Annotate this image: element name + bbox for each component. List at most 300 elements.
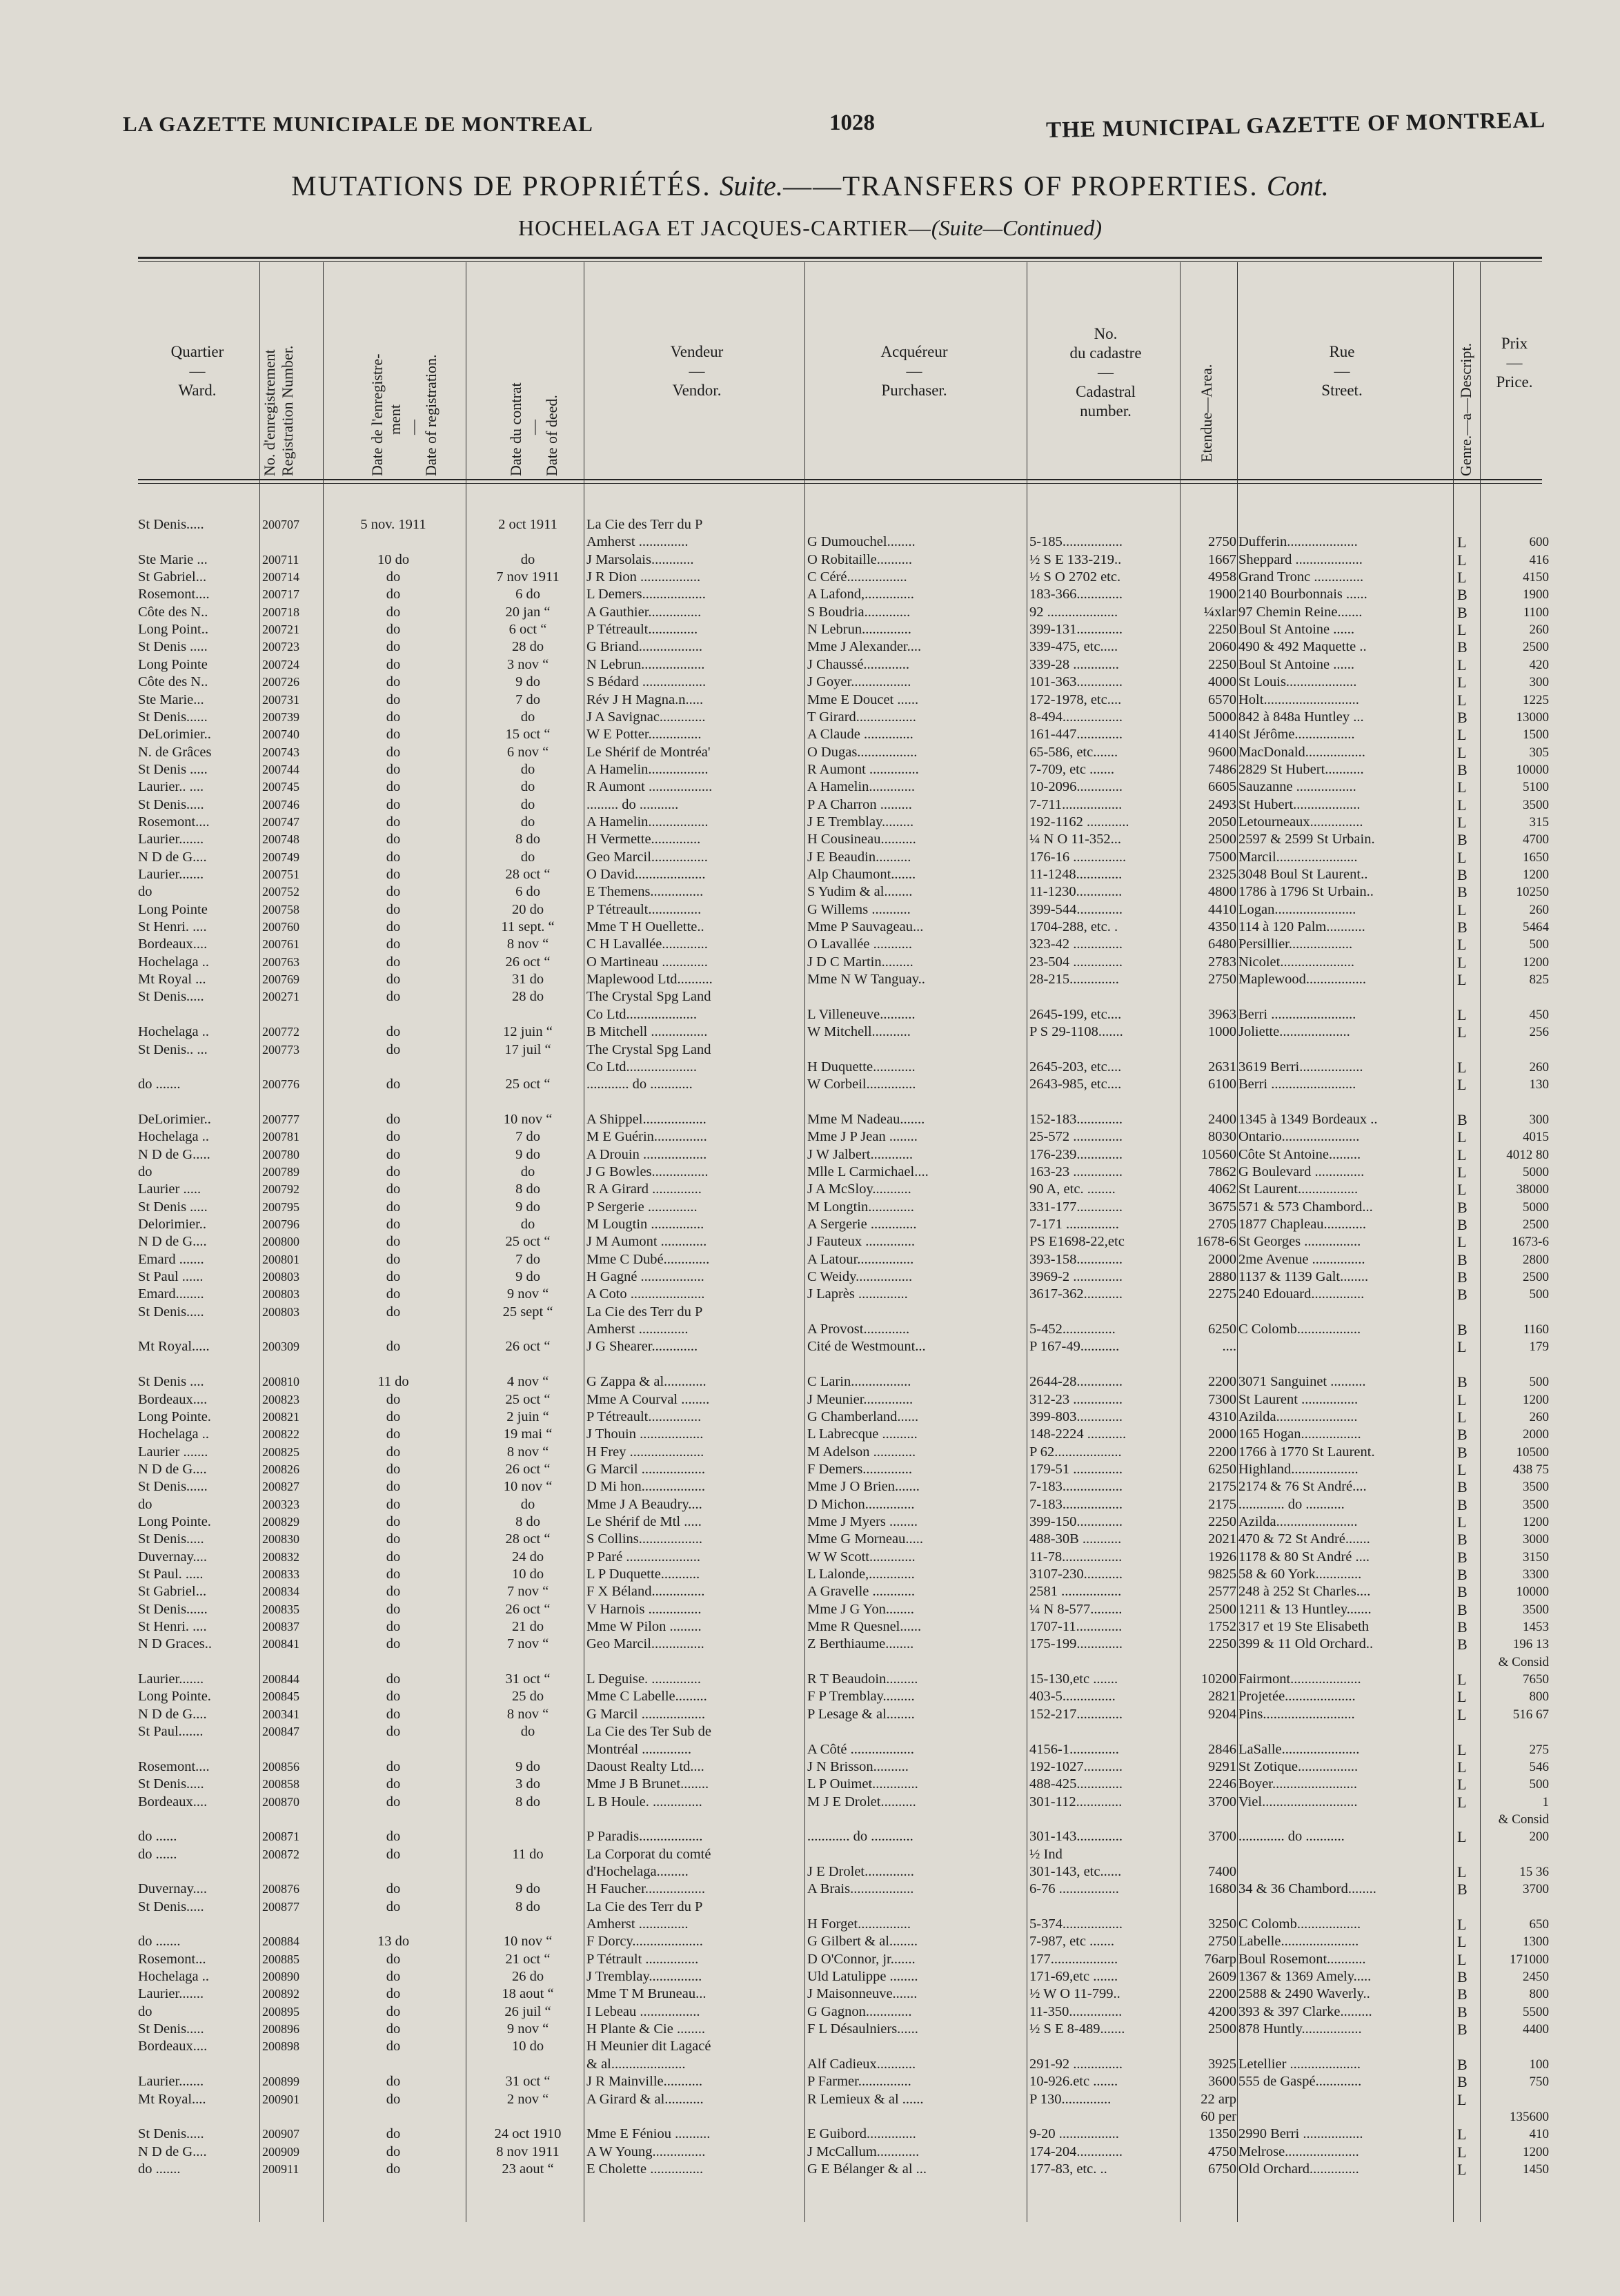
ward-cell: do ....... <box>138 1077 181 1092</box>
description-cell: L <box>1457 778 1467 796</box>
col-dreg-en: Date of registration. <box>422 354 439 476</box>
price-cell: 1200 <box>1523 954 1549 970</box>
deed-date-cell: 4 nov “ <box>506 1374 549 1390</box>
vendor-cell: E Themens............... <box>586 884 704 900</box>
table-row <box>0 1181 1620 1198</box>
description-cell: L <box>1457 1181 1467 1199</box>
street-cell: St Laurent ................ <box>1238 1391 1359 1407</box>
title-cont: Cont. <box>1266 170 1329 202</box>
registration-date-cell: do <box>386 1794 401 1809</box>
ward-cell: Long Pointe. <box>138 1513 211 1529</box>
street-cell: Projetée.................... <box>1238 1689 1356 1705</box>
area-cell: 2175 <box>1208 1479 1236 1495</box>
description-cell: B <box>1457 1110 1468 1128</box>
registration-date-cell: do <box>386 1269 401 1285</box>
vendor-cell: R A Girard .............. <box>586 1181 702 1197</box>
registration-number-cell: 200761 <box>262 937 299 952</box>
price-cell: 196 13 <box>1512 1637 1549 1652</box>
registration-date-cell: do <box>386 1636 401 1652</box>
street-cell: Holt........................... <box>1238 691 1359 707</box>
vendor-cell: The Crystal Spg Land <box>586 1041 711 1057</box>
area-cell: 1680 <box>1208 1881 1236 1897</box>
description-cell: L <box>1457 551 1467 569</box>
registration-number-cell: 200871 <box>262 1829 299 1844</box>
area-cell: 2705 <box>1208 1217 1236 1232</box>
cadastral-number-cell: ½ W O 11-799.. <box>1029 1986 1120 2002</box>
street-cell: 490 & 492 Maquette .. <box>1238 639 1367 655</box>
purchaser-cell: A Latour................ <box>807 1251 914 1267</box>
table-row <box>0 1076 1620 1093</box>
purchaser-cell: D Michon.............. <box>807 1496 915 1512</box>
area-cell: 4062 <box>1208 1181 1236 1197</box>
registration-date-cell: do <box>386 1846 401 1862</box>
table-row <box>0 1216 1620 1233</box>
registration-date-cell: do <box>386 1567 401 1582</box>
ward-cell: St Denis .... <box>138 1374 204 1390</box>
street-cell: Melrose..................... <box>1238 2143 1359 2159</box>
table-row <box>0 1654 1620 1671</box>
price-cell: 416 <box>1529 552 1549 567</box>
ward-cell: N D Graces.. <box>138 1636 213 1652</box>
col-ward-fr: Quartier <box>170 343 224 360</box>
price-cell: & Consid <box>1498 1812 1549 1827</box>
table-row <box>0 1688 1620 1705</box>
ward-cell: Laurier....... <box>138 867 204 882</box>
vendor-cell: H Faucher................. <box>586 1881 705 1897</box>
ward-cell: Hochelaga .. <box>138 1969 210 1985</box>
vendor-cell: H Frey ..................... <box>586 1444 704 1460</box>
area-cell: 1350 <box>1208 2126 1236 2142</box>
table-row <box>0 1304 1620 1321</box>
description-cell: L <box>1457 2143 1467 2161</box>
ward-cell: Bordeaux.... <box>138 936 208 952</box>
deed-date-cell: 18 aout “ <box>502 1986 554 2002</box>
registration-number-cell: 200909 <box>262 2144 299 2159</box>
page-number: 1028 <box>829 110 875 135</box>
purchaser-cell: O Lavallée ........... <box>807 936 912 952</box>
ward-cell: St Denis..... <box>138 1531 204 1547</box>
vendor-cell: F Dorcy.................... <box>586 1934 703 1950</box>
description-cell: L <box>1457 2090 1467 2108</box>
description-cell: B <box>1457 1198 1468 1216</box>
purchaser-cell: J Goyer................. <box>807 674 911 690</box>
area-cell: 5000 <box>1208 709 1236 725</box>
deed-date-cell: 12 juin “ <box>503 1024 553 1040</box>
ward-cell: Mt Royal ... <box>138 972 206 988</box>
table-row <box>0 1933 1620 1950</box>
registration-number-cell: 200899 <box>262 2074 299 2089</box>
deed-date-cell: 6 do <box>515 884 540 900</box>
table-row <box>0 1128 1620 1146</box>
ward-cell: N D de G.... <box>138 1234 207 1250</box>
vendor-cell: L Deguise. .............. <box>586 1671 702 1687</box>
area-cell: 6100 <box>1208 1077 1236 1092</box>
description-cell: B <box>1457 2073 1468 2091</box>
street-cell: St Louis.................... <box>1238 674 1357 690</box>
purchaser-cell: C Larin................. <box>807 1374 911 1390</box>
registration-date-cell: do <box>386 1339 401 1355</box>
purchaser-cell: P Lesage & al........ <box>807 1706 915 1722</box>
table-row <box>0 533 1620 551</box>
area-cell: 2821 <box>1208 1689 1236 1705</box>
description-cell: B <box>1457 1985 1468 2003</box>
table-row <box>0 1426 1620 1443</box>
table-row <box>0 936 1620 953</box>
table-row <box>0 1794 1620 1811</box>
registration-date-cell: do <box>386 1461 401 1477</box>
registration-number-cell: 200895 <box>262 2004 299 2019</box>
vendor-cell: A Gauthier............... <box>586 604 702 620</box>
cadastral-number-cell: 399-803............. <box>1029 1409 1123 1424</box>
ward-cell: St Denis..... <box>138 2126 204 2142</box>
table-row <box>0 2126 1620 2143</box>
table-row <box>0 1111 1620 1128</box>
deed-date-cell: 8 do <box>515 832 540 847</box>
registration-date-cell: do <box>386 1969 401 1985</box>
ward-cell: St Denis.. ... <box>138 1041 208 1057</box>
price-cell: 315 <box>1529 814 1549 830</box>
deed-date-cell: 31 oct “ <box>505 1671 551 1687</box>
cadastral-number-cell: P 167-49........... <box>1029 1339 1120 1355</box>
area-cell: 2783 <box>1208 954 1236 970</box>
ward-cell: Côte des N.. <box>138 674 208 690</box>
deed-date-cell: 31 oct “ <box>505 2074 551 2090</box>
registration-date-cell: 13 do <box>377 1934 410 1950</box>
area-cell: 1900 <box>1208 587 1236 602</box>
deed-date-cell: 8 do <box>515 1513 540 1529</box>
street-cell: Azilda....................... <box>1238 1409 1358 1424</box>
registration-number-cell: 200751 <box>262 867 299 881</box>
col-street-fr: Rue <box>1329 343 1355 360</box>
area-cell: 9825 <box>1208 1567 1236 1582</box>
ward-cell: Long Point.. <box>138 622 208 638</box>
area-cell: 9600 <box>1208 744 1236 760</box>
street-cell: Sheppard ................... <box>1238 551 1363 567</box>
col-price-header <box>1483 334 1545 392</box>
table-row <box>0 1531 1620 1548</box>
registration-number-cell: 200749 <box>262 850 299 864</box>
table-row <box>0 1881 1620 1898</box>
price-cell: 2500 <box>1523 1270 1549 1285</box>
col-descript-header <box>1457 343 1475 476</box>
purchaser-cell: G Gilbert & al........ <box>807 1934 918 1950</box>
registration-number-cell: 200323 <box>262 1497 299 1511</box>
title-sep: —— <box>783 170 843 202</box>
cadastral-number-cell: 174-204............. <box>1029 2143 1123 2159</box>
registration-date-cell: do <box>386 919 401 935</box>
cadastral-number-cell: 399-131............. <box>1029 622 1123 638</box>
table-row <box>0 1758 1620 1776</box>
vendor-cell: La Cie des Terr du P <box>586 517 703 532</box>
street-cell: Maplewood................. <box>1238 972 1367 988</box>
deed-date-cell: 8 nov “ <box>506 1706 549 1722</box>
deed-date-cell: 26 do <box>511 1969 544 1985</box>
vendor-cell: P Tétreault............... <box>586 901 702 917</box>
registration-number-cell: 200901 <box>262 2092 299 2106</box>
registration-number-cell: 200844 <box>262 1672 299 1687</box>
area-cell: 9204 <box>1208 1706 1236 1722</box>
ward-cell: St Denis...... <box>138 1601 208 1617</box>
area-cell: 6750 <box>1208 2161 1236 2177</box>
col-area-header <box>1198 364 1216 462</box>
description-cell: B <box>1457 866 1468 883</box>
street-cell: St Jérôme................. <box>1238 727 1355 743</box>
price-cell: 2000 <box>1523 1427 1549 1442</box>
deed-date-cell: do <box>520 761 535 777</box>
deed-date-cell: 28 do <box>511 639 544 655</box>
registration-number-cell: 200845 <box>262 1689 299 1704</box>
table-row <box>0 1268 1620 1286</box>
registration-date-cell: do <box>386 901 401 917</box>
description-cell: L <box>1457 691 1467 709</box>
col-cadastre-en2: number. <box>1080 402 1132 420</box>
registration-number-cell: 200711 <box>262 552 299 567</box>
registration-number-cell: 200746 <box>262 797 299 812</box>
col-street-en: Street. <box>1321 382 1363 399</box>
area-cell: 2631 <box>1208 1059 1236 1075</box>
cadastral-number-cell: 7-987, etc ....... <box>1029 1934 1114 1950</box>
area-cell: 3700 <box>1208 1794 1236 1809</box>
registration-date-cell: do <box>386 2091 401 2107</box>
area-cell: 2246 <box>1208 1776 1236 1792</box>
col-ward-dash: — <box>189 362 206 380</box>
street-cell: 878 Huntly................. <box>1238 2021 1362 2037</box>
area-cell: ¼xlar <box>1203 604 1236 620</box>
deed-date-cell: 10 nov “ <box>503 1479 553 1495</box>
street-cell: 34 & 36 Chambord........ <box>1238 1881 1376 1897</box>
description-cell: B <box>1457 1583 1468 1601</box>
cadastral-number-cell: 2645-199, etc.... <box>1029 1006 1122 1022</box>
area-cell: 7400 <box>1208 1863 1236 1879</box>
ward-cell: Hochelaga .. <box>138 1129 210 1145</box>
description-cell: B <box>1457 1495 1468 1513</box>
cadastral-number-cell: 3617-362........... <box>1029 1286 1123 1302</box>
description-cell: B <box>1457 1566 1468 1583</box>
registration-number-cell: 200830 <box>262 1532 299 1547</box>
table-row <box>0 709 1620 726</box>
purchaser-cell: J W Jalbert............ <box>807 1146 913 1162</box>
registration-date-cell: do <box>386 1391 401 1407</box>
price-cell: 800 <box>1529 1987 1549 2002</box>
purchaser-cell: J Laprès .............. <box>807 1286 908 1302</box>
ward-cell: Laurier ....... <box>138 1444 208 1460</box>
vendor-cell: D Mi hon.................. <box>586 1479 705 1495</box>
price-cell: 260 <box>1529 1409 1549 1424</box>
registration-number-cell: 200773 <box>262 1042 299 1057</box>
area-cell: 2609 <box>1208 1969 1236 1985</box>
description-cell: L <box>1457 796 1467 814</box>
purchaser-cell: S Boudria............. <box>807 604 911 620</box>
price-cell: 100 <box>1529 2057 1549 2072</box>
table-row <box>0 1723 1620 1740</box>
deed-date-cell: 24 oct 1910 <box>494 2126 562 2142</box>
table-row <box>0 1583 1620 1600</box>
vendor-cell: O Martineau ............. <box>586 954 708 970</box>
deed-date-cell: 19 mai “ <box>503 1426 553 1442</box>
area-cell: 2493 <box>1208 796 1236 812</box>
vendor-cell: Mme E Féniou .......... <box>586 2126 711 2142</box>
registration-number-cell: 200911 <box>262 2161 299 2176</box>
street-cell: Viel........................... <box>1238 1794 1358 1809</box>
street-cell: Highland................... <box>1238 1461 1359 1477</box>
col-descript-fr: Genre.—a—Descript. <box>1457 342 1474 476</box>
price-cell: 15 36 <box>1519 1864 1549 1879</box>
area-cell: 6570 <box>1208 691 1236 707</box>
registration-date-cell: do <box>386 1426 401 1442</box>
price-cell: 750 <box>1529 2074 1549 2090</box>
ward-cell: St Denis..... <box>138 2021 204 2037</box>
description-cell: L <box>1457 1950 1467 1968</box>
ward-cell: Bordeaux.... <box>138 2039 208 2054</box>
purchaser-cell: Mme M Nadeau....... <box>807 1111 925 1127</box>
registration-number-cell: 200744 <box>262 762 299 776</box>
deed-date-cell: 9 do <box>515 674 540 690</box>
vendor-cell: J M Aumont ............. <box>586 1234 707 1250</box>
area-cell: 2200 <box>1208 1986 1236 2002</box>
registration-number-cell: 200743 <box>262 745 299 759</box>
registration-date-cell: do <box>386 884 401 900</box>
table-row <box>0 866 1620 883</box>
description-cell: B <box>1457 1443 1468 1461</box>
purchaser-cell: S Yudim & al........ <box>807 884 913 900</box>
street-cell: Pins.......................... <box>1238 1706 1355 1722</box>
purchaser-cell: A Hamelin............. <box>807 779 916 795</box>
area-cell: 7300 <box>1208 1391 1236 1407</box>
purchaser-cell: A Gravelle ............ <box>807 1584 915 1600</box>
vendor-cell: M E Guérin............... <box>586 1129 707 1145</box>
price-cell: 1300 <box>1523 1934 1549 1950</box>
registration-date-cell: do <box>386 989 401 1005</box>
purchaser-cell: E Guibord.............. <box>807 2126 916 2142</box>
registration-date-cell: do <box>386 1951 401 1967</box>
purchaser-cell: G Gagnon............. <box>807 2003 912 2019</box>
registration-number-cell: 200822 <box>262 1427 299 1442</box>
cadastral-number-cell: 175-199............. <box>1029 1636 1123 1652</box>
cadastral-number-cell: 5-452............... <box>1029 1322 1116 1337</box>
registration-date-cell: do <box>386 744 401 760</box>
table-row <box>0 1863 1620 1881</box>
purchaser-cell: O Robitaille.......... <box>807 551 913 567</box>
street-cell: Persillier.................. <box>1238 936 1353 952</box>
area-cell: 4200 <box>1208 2003 1236 2019</box>
street-cell: 555 de Gaspé............. <box>1238 2074 1362 2090</box>
vendor-cell: P Tétreault............... <box>586 1409 702 1424</box>
area-cell: 2750 <box>1208 1934 1236 1950</box>
street-cell: ............. do ........... <box>1238 1496 1345 1512</box>
ward-cell: St Denis..... <box>138 796 204 812</box>
registration-date-cell: do <box>386 1234 401 1250</box>
ward-cell: St Denis..... <box>138 1776 204 1792</box>
street-cell: 2588 & 2490 Waverly.. <box>1238 1986 1370 2002</box>
street-cell: Côte St Antoine......... <box>1238 1146 1361 1162</box>
registration-date-cell: do <box>386 587 401 602</box>
deed-date-cell: 10 do <box>511 2039 544 2054</box>
registration-number-cell: 200792 <box>262 1182 299 1197</box>
table-row <box>0 1776 1620 1793</box>
cadastral-number-cell: 90 A, etc. ........ <box>1029 1181 1116 1197</box>
price-cell: 500 <box>1529 1777 1549 1792</box>
cadastral-number-cell: 1707-11............. <box>1029 1619 1123 1635</box>
purchaser-cell: R T Beaudoin......... <box>807 1671 918 1687</box>
cadastral-number-cell: 171-69,etc ....... <box>1029 1969 1118 1985</box>
table-row <box>0 883 1620 901</box>
vendor-cell: F X Béland............... <box>586 1584 705 1600</box>
cadastral-number-cell: 7-183................. <box>1029 1479 1123 1495</box>
deed-date-cell: 8 do <box>515 1794 540 1809</box>
vendor-cell: Amherst .............. <box>586 1322 689 1337</box>
registration-number-cell: 200829 <box>262 1514 299 1529</box>
street-cell: ............. do ........... <box>1238 1829 1345 1845</box>
price-cell: 38000 <box>1516 1182 1549 1197</box>
deed-date-cell: 25 sept “ <box>502 1304 553 1319</box>
deed-date-cell: 26 oct “ <box>505 1601 551 1617</box>
street-cell: Boul Rosemont........... <box>1238 1951 1366 1967</box>
vendor-cell: J G Bowles................ <box>586 1164 709 1179</box>
purchaser-cell: O Dugas................. <box>807 744 918 760</box>
vendor-cell: P Paradis.................. <box>586 1829 703 1845</box>
registration-date-cell: do <box>386 972 401 988</box>
purchaser-cell: L Villeneuve.......... <box>807 1006 916 1022</box>
registration-number-cell: 200827 <box>262 1480 299 1494</box>
deed-date-cell: 26 oct “ <box>505 954 551 970</box>
deed-date-cell: 9 do <box>515 1146 540 1162</box>
street-cell: Logan....................... <box>1238 901 1356 917</box>
registration-number-cell: 200821 <box>262 1409 299 1424</box>
description-cell: L <box>1457 656 1467 674</box>
registration-date-cell: 10 do <box>377 551 410 567</box>
deed-date-cell: 10 do <box>511 1567 544 1582</box>
vendor-cell: L B Houle. .............. <box>586 1794 702 1809</box>
section-title <box>0 169 1620 202</box>
purchaser-cell: A Brais.................. <box>807 1881 914 1897</box>
purchaser-cell: H Forget............... <box>807 1916 911 1932</box>
vendor-cell: H Plante & Cie ........ <box>586 2021 705 2037</box>
ward-cell: do ....... <box>138 1934 181 1950</box>
registration-date-cell: do <box>386 727 401 743</box>
registration-date-cell: do <box>386 1129 401 1145</box>
registration-date-cell: do <box>386 1041 401 1057</box>
table-row <box>0 1146 1620 1164</box>
cadastral-number-cell: 92 .................... <box>1029 604 1118 620</box>
vendor-cell: A Drouin .................. <box>586 1146 707 1162</box>
registration-date-cell: do <box>386 849 401 865</box>
vendor-cell: Le Shérif de Mtl ..... <box>586 1513 702 1529</box>
purchaser-cell: Mme R Quesnel...... <box>807 1619 922 1635</box>
description-cell: L <box>1457 1933 1467 1951</box>
vendor-cell: C H Lavallée............. <box>586 936 708 952</box>
description-cell: L <box>1457 1793 1467 1811</box>
col-ward-header <box>142 342 253 400</box>
deed-date-cell: 26 oct “ <box>505 1461 551 1477</box>
description-cell: L <box>1457 848 1467 866</box>
street-cell: 1786 à 1796 St Urbain.. <box>1238 884 1374 900</box>
vendor-cell: J R Dion ................. <box>586 569 701 585</box>
area-cell: 2500 <box>1208 1601 1236 1617</box>
registration-number-cell: 200796 <box>262 1217 299 1231</box>
description-cell: L <box>1457 1076 1467 1094</box>
vendor-cell: L Demers.................. <box>586 587 706 602</box>
cadastral-number-cell: 301-112............. <box>1029 1794 1123 1809</box>
col-dded-en: Date of deed. <box>543 395 560 476</box>
registration-date-cell: do <box>386 1479 401 1495</box>
header-bottom-rule <box>138 479 1542 480</box>
col-dded-dash: — <box>525 420 542 435</box>
street-cell: 2174 & 76 St André.... <box>1238 1479 1367 1495</box>
cadastral-number-cell: 488-425............. <box>1029 1776 1123 1792</box>
ward-cell: Bordeaux.... <box>138 1794 208 1809</box>
purchaser-cell: G Chamberland...... <box>807 1409 919 1424</box>
table-row <box>0 1478 1620 1495</box>
